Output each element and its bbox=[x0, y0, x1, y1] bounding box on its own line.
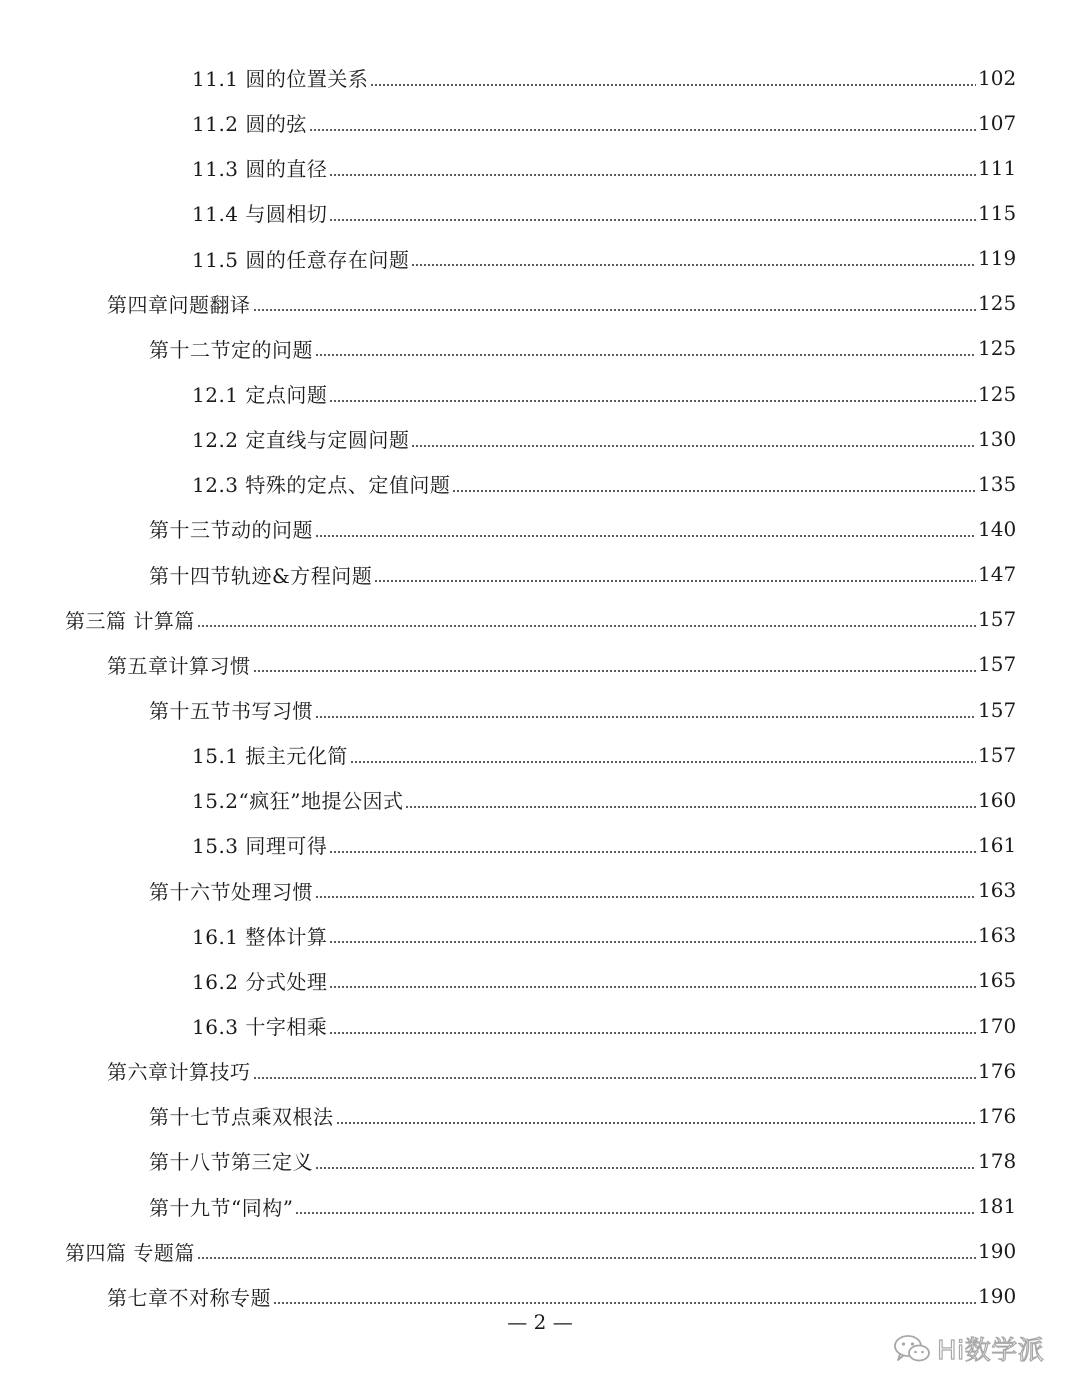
toc-entry bbox=[0, 326, 1080, 371]
toc-entry bbox=[0, 642, 1080, 687]
toc-dot-leader bbox=[405, 806, 976, 808]
wechat-icon bbox=[893, 1334, 931, 1364]
toc-dot-leader bbox=[350, 761, 976, 763]
toc-entry bbox=[0, 461, 1080, 506]
toc-entry bbox=[0, 371, 1080, 416]
toc-entry-title: 12.3 特殊的定点、定值问题 bbox=[192, 473, 451, 498]
toc-entry bbox=[0, 687, 1080, 732]
toc-entry-page: 147 bbox=[978, 562, 1017, 587]
toc-entry-title: 16.2 分式处理 bbox=[192, 969, 328, 994]
toc-entry-title: 16.3 十字相乘 bbox=[192, 1015, 328, 1040]
toc-entry-page: 190 bbox=[978, 1284, 1017, 1309]
watermark bbox=[893, 1330, 1044, 1367]
toc-dot-leader bbox=[315, 896, 976, 898]
toc-dot-leader bbox=[253, 309, 977, 311]
toc-entry-title: 第三篇 计算篇 bbox=[65, 608, 195, 633]
toc-entry bbox=[0, 1184, 1080, 1229]
toc-dot-leader bbox=[329, 851, 976, 853]
toc-dot-leader bbox=[374, 580, 976, 582]
toc-dot-leader bbox=[253, 1077, 977, 1079]
toc-entry bbox=[0, 55, 1080, 100]
toc-entry bbox=[0, 416, 1080, 461]
toc-entry-title: 11.3 圆的直径 bbox=[192, 157, 328, 182]
toc-entry bbox=[0, 597, 1080, 642]
toc-entry-title: 第十五节书写习惯 bbox=[149, 699, 313, 724]
toc-dot-leader bbox=[336, 1122, 977, 1124]
toc-entry-page: 170 bbox=[978, 1013, 1017, 1038]
toc-entry-title: 第四章问题翻译 bbox=[107, 292, 251, 317]
toc-dot-leader bbox=[197, 1257, 976, 1259]
toc-entry-page: 181 bbox=[978, 1194, 1017, 1219]
toc-entry-page: 111 bbox=[978, 155, 1017, 180]
toc-entry-page: 161 bbox=[978, 832, 1017, 857]
toc-entry-page: 125 bbox=[978, 336, 1017, 361]
toc-entry bbox=[0, 822, 1080, 867]
toc-entry-page: 190 bbox=[978, 1239, 1017, 1264]
toc-entry bbox=[0, 506, 1080, 551]
toc-entry-page: 125 bbox=[978, 381, 1017, 406]
toc-entry-page: 176 bbox=[978, 1058, 1017, 1083]
toc-entry-page: 125 bbox=[978, 291, 1017, 316]
toc-entry bbox=[0, 732, 1080, 777]
toc-dot-leader bbox=[315, 1167, 976, 1169]
toc-entry-page: 160 bbox=[978, 787, 1017, 812]
toc-dot-leader bbox=[329, 941, 976, 943]
toc-entry-page: 115 bbox=[978, 200, 1017, 225]
toc-entry-title: 15.3 同理可得 bbox=[192, 834, 328, 859]
toc-entry-title: 12.1 定点问题 bbox=[192, 383, 328, 408]
toc-entry-title: 11.1 圆的位置关系 bbox=[192, 67, 369, 92]
toc-entry-title: 第七章不对称专题 bbox=[107, 1285, 271, 1310]
toc-dot-leader bbox=[295, 1212, 976, 1214]
toc-entry-title: 第十八节第三定义 bbox=[149, 1150, 313, 1175]
toc-dot-leader bbox=[273, 1302, 976, 1304]
toc-dot-leader bbox=[329, 219, 976, 221]
toc-dot-leader bbox=[329, 1032, 976, 1034]
toc-dot-leader bbox=[253, 670, 977, 672]
toc-entry-page: 140 bbox=[978, 516, 1017, 541]
toc-dot-leader bbox=[329, 174, 976, 176]
toc-dot-leader bbox=[329, 986, 976, 988]
toc-entry-page: 157 bbox=[978, 697, 1017, 722]
toc-dot-leader bbox=[315, 716, 976, 718]
toc-entry-title: 第十七节点乘双根法 bbox=[149, 1105, 334, 1130]
toc-entry bbox=[0, 236, 1080, 281]
toc-entry-title: 第六章计算技巧 bbox=[107, 1060, 251, 1085]
toc-dot-leader bbox=[370, 84, 976, 86]
toc-entry-title: 15.2“疯狂”地提公因式 bbox=[192, 789, 404, 814]
toc-entry bbox=[0, 190, 1080, 235]
toc-entry-page: 163 bbox=[978, 923, 1017, 948]
toc-dot-leader bbox=[411, 264, 976, 266]
toc-entry-title: 第五章计算习惯 bbox=[107, 653, 251, 678]
toc-entry bbox=[0, 868, 1080, 913]
toc-entry-title: 11.2 圆的弦 bbox=[192, 112, 307, 137]
toc-dot-leader bbox=[452, 490, 976, 492]
toc-dot-leader bbox=[315, 354, 976, 356]
watermark-text: Hi数学派 bbox=[937, 1336, 1045, 1366]
toc-entry bbox=[0, 913, 1080, 958]
toc-entry-page: 130 bbox=[978, 426, 1017, 451]
toc-entry-title: 第十三节动的问题 bbox=[149, 518, 313, 543]
toc-entry-title: 16.1 整体计算 bbox=[192, 924, 328, 949]
toc-entry-page: 157 bbox=[978, 652, 1017, 677]
toc-entry bbox=[0, 281, 1080, 326]
toc-entry-page: 157 bbox=[978, 742, 1017, 767]
toc-dot-leader bbox=[329, 400, 976, 402]
toc-entry-page: 119 bbox=[978, 246, 1017, 271]
page-number: — 2 — bbox=[507, 1310, 573, 1334]
toc-dot-leader bbox=[309, 129, 976, 131]
toc-entry-title: 12.2 定直线与定圆问题 bbox=[192, 428, 410, 453]
toc-entry bbox=[0, 958, 1080, 1003]
toc-entry-page: 102 bbox=[978, 65, 1017, 90]
toc-entry-title: 15.1 振主元化简 bbox=[192, 744, 348, 769]
toc-entry bbox=[0, 1093, 1080, 1138]
toc-dot-leader bbox=[411, 445, 976, 447]
toc-entry bbox=[0, 1048, 1080, 1093]
toc-dot-leader bbox=[197, 625, 976, 627]
toc-entry bbox=[0, 145, 1080, 190]
toc-entry bbox=[0, 1138, 1080, 1183]
table-of-contents bbox=[0, 55, 1080, 1319]
toc-entry bbox=[0, 100, 1080, 145]
toc-entry bbox=[0, 777, 1080, 822]
toc-entry-title: 第十九节“同构” bbox=[149, 1195, 294, 1220]
toc-entry-page: 178 bbox=[978, 1148, 1017, 1173]
toc-entry-title: 第十四节轨迹&方程问题 bbox=[149, 563, 373, 588]
toc-entry-page: 165 bbox=[978, 968, 1017, 993]
toc-entry-title: 第四篇 专题篇 bbox=[65, 1240, 195, 1265]
toc-entry-title: 11.5 圆的任意存在问题 bbox=[192, 247, 410, 272]
toc-entry-page: 157 bbox=[978, 607, 1017, 632]
toc-entry bbox=[0, 1003, 1080, 1048]
toc-entry-page: 163 bbox=[978, 878, 1017, 903]
toc-entry bbox=[0, 552, 1080, 597]
toc-entry-title: 第十六节处理习惯 bbox=[149, 879, 313, 904]
toc-entry-page: 107 bbox=[978, 110, 1017, 135]
toc-entry bbox=[0, 1229, 1080, 1274]
toc-entry-title: 11.4 与圆相切 bbox=[192, 202, 328, 227]
toc-entry-title: 第十二节定的问题 bbox=[149, 337, 313, 362]
toc-dot-leader bbox=[315, 535, 976, 537]
toc-entry-page: 135 bbox=[978, 471, 1017, 496]
toc-entry-page: 176 bbox=[978, 1103, 1017, 1128]
